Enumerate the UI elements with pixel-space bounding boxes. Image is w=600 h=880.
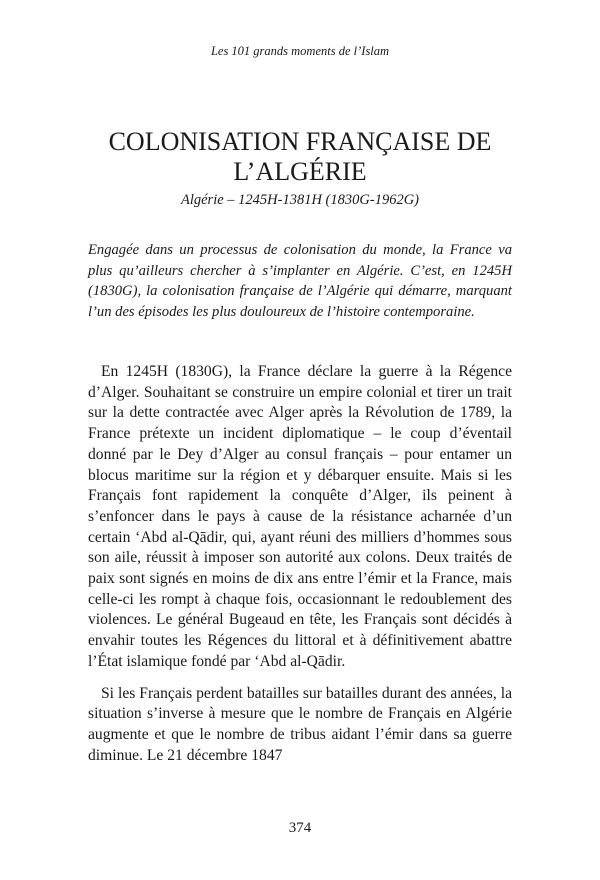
chapter-title: COLONISATION FRANÇAISE DE L’ALGÉRIE	[108, 127, 492, 186]
body-paragraph-1: En 1245H (1830G), la France déclare la guerre à la Régence d’Alger. Souhaitant se construire un empire colonial et tirer un trait sur la dette contractée avec Alger après la Révolution de 1789, la France prétexte un incident diplomatique – le coup d’éventail donné par le Dey d’Alger au consul français – pour entamer un blocus maritime sur la région et y débarquer ensuite. Mais si les Français font rapidement la conquête d’Alger, ils peinent à s’enfoncer dans le pays à cause de la résistance acharnée d’un certain ‘Abd al-Qādir, qui, ayant réuni des milliers d’hommes sous son aile, réussit à imposer son autorité aux colons. Deux traités de paix sont signés en moins de dix ans entre l’émir et la France, mais celle-ci les rompt à chaque fois, occasionnant le redoublement des violences. Le général Bugeaud en tête, les Français sont décidés à envahir toutes les Régences du littoral et à définitivement abattre l’État islamique fondé par ‘Abd al-Qādir.	[88, 363, 512, 670]
running-head: Les 101 grands moments de l’Islam	[210, 44, 390, 58]
body-paragraph-2: Si les Français perdent batailles sur batailles durant des années, la situation s’inverse à mesure que le nombre de Français en Algérie augmente et que le nombre de tribus aidant l’émir dans sa guerre diminue. Le 21 décembre 1847	[88, 684, 512, 764]
body-text	[88, 362, 512, 777]
page-number: 374	[288, 820, 312, 836]
chapter-subtitle: Algérie – 1245H-1381H (1830G-1962G)	[180, 192, 419, 208]
chapter-abstract: Engagée dans un processus de colonisation du monde, la France va plus qu’ailleurs chercher à s’implanter en Algérie. C’est, en 1245H (1830G), la colonisation française de l’Algérie qui démarre, marquant l’un des épisodes les plus douloureux de l’histoire contemporaine.	[88, 242, 512, 320]
